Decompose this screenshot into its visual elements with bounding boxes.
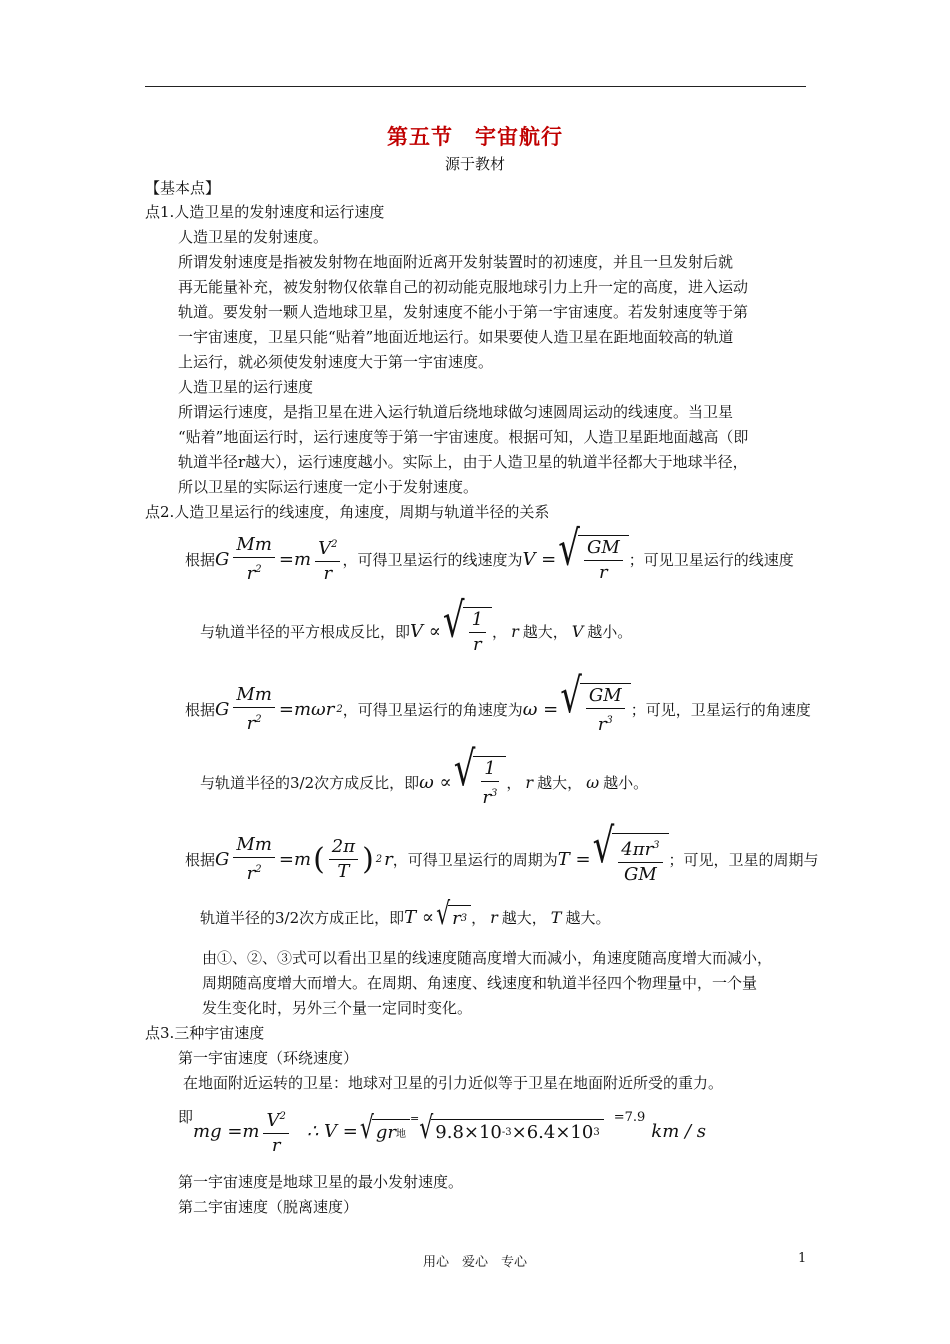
formula-text: 根据: [185, 850, 216, 869]
point1-para1-line: 一宇宙速度，卫星只能“贴着”地面近地运行。如果要使人造卫星在距地面较高的轨道: [178, 328, 734, 346]
point1-sub2: 人造卫星的运行速度: [178, 378, 314, 396]
velocity-equation: V = √ $\frac{GM}{r}$: [522, 535, 628, 583]
formula-period: [185, 818, 819, 886]
formula-text: 根据: [185, 700, 216, 719]
formula-first-cosmic-velocity: [178, 1106, 706, 1156]
point1-para1-line: 再无能量补充，被发射物仅依靠自己的初动能克服地球引力上升一定的高度，进入运动: [178, 278, 749, 296]
formula-text: =7.9: [613, 1110, 646, 1125]
first-cosmic-velocity-desc: 在地面附近运转的卫星：地球对卫星的引力近似等于卫星在地面附近所受的重力。: [183, 1074, 724, 1092]
point1-para2-line: 轨道半径r越大），运行速度越小。实际上，由于人造卫星的轨道半径都大于地球半径，: [178, 453, 748, 471]
formula-text: ，: [492, 622, 508, 641]
formula-text: ；可见，卫星运行的角速度: [630, 700, 811, 719]
point1-heading: 点1.人造卫星的发射速度和运行速度: [145, 203, 385, 221]
gravity-centripetal-equation: G $\frac{Mm}{r^2}$ =m $\frac{V^2}{r}$: [215, 535, 342, 584]
first-cosmic-velocity-title: 第一宇宙速度（环绕速度）: [178, 1049, 359, 1067]
formula-velocity-proportion: 与轨道半径的平方根成反比，即 V ∝ √ $\frac{1}{r}$ ， r 越大， V 越小。: [200, 593, 633, 655]
formula-text: ，: [471, 908, 487, 927]
numeric-substitution: √ 9.8×10 -3 ×6.4×10 3: [419, 1119, 603, 1143]
point2-summary-line: 周期随高度增大而增大。在周期、角速度、线速度和轨道半径四个物理量中，一个量: [202, 974, 758, 992]
velocity-proportion: V ∝ √ $\frac{1}{r}$: [410, 607, 492, 655]
formula-omega-proportion: 与轨道半径的3/2次方成反比，即 ω ∝ √ $\frac{1}{r^3}$ ， r 越大， ω 越小。: [200, 741, 649, 808]
period-proportion: T ∝ √ r 3: [404, 905, 471, 929]
formula-text: ；可见，卫星的周期与: [668, 850, 819, 869]
formula-text: ，可得卫星运行的角速度为: [342, 700, 523, 719]
gravity-angular-equation: G $\frac{Mm}{r^2}$ =mωr 2: [215, 683, 343, 734]
formula-period-proportion: 轨道半径的3/2次方成正比，即 T ∝ √ r 3 ， r 越大， T 越大。: [200, 897, 611, 933]
omega-proportion: ω ∝ √ $\frac{1}{r^3}$: [419, 756, 506, 808]
page-footer: 用心 爱心 专心: [422, 1255, 527, 1270]
formula-text: 越小。: [587, 622, 633, 641]
formula-text: 越大，: [501, 908, 547, 927]
page-title: 第五节 宇宙航行: [387, 124, 563, 149]
period-equation: T = √ $\frac{4\pi r^3}{GM}$: [558, 833, 669, 885]
point1-para1-line: 上运行，就必须使发射速度大于第一宇宙速度。: [178, 353, 494, 371]
point2-heading: 点2.人造卫星运行的线速度，角速度，周期与轨道半径的关系: [145, 503, 550, 521]
point1-sub1: 人造卫星的发射速度。: [178, 228, 329, 246]
v-equation: ∴ V = √ gr 地: [307, 1119, 410, 1143]
formula-text: 根据: [185, 550, 216, 569]
formula-text: 即: [178, 1108, 194, 1126]
mg-equation: mg =m $\frac{V^2}{r}$: [193, 1107, 291, 1156]
formula-text: ，可得卫星运行的线速度为: [342, 550, 523, 569]
formula-linear-velocity: [185, 521, 794, 584]
point1-para1-line: 所谓发射速度是指被发射物在地面附近离开发射装置时的初速度，并且一旦发射后就: [178, 253, 734, 271]
point2-summary-line: 发生变化时，另外三个量一定同时变化。: [202, 999, 473, 1017]
formula-text: ，: [506, 773, 522, 792]
point1-para2-line: “贴着”地面运行时，运行速度等于第一宇宙速度。根据可知，人造卫星距地面越高（即: [178, 428, 749, 446]
page-number: 1: [798, 1251, 807, 1266]
header-rule: [145, 86, 806, 87]
formula-text: 轨道半径的3/2次方成正比，即: [200, 908, 405, 927]
formula-text: 越大。: [565, 908, 611, 927]
formula-text: 越大，: [537, 773, 583, 792]
formula-angular-velocity: [185, 668, 811, 735]
point1-para2-line: 所谓运行速度，是指卫星在进入运行轨道后绕地球做匀速圆周运动的线速度。当卫星: [178, 403, 734, 421]
formula-text: 越大，: [522, 622, 568, 641]
point1-para1-line: 轨道。要发射一颗人造地球卫星，发射速度不能小于第一宇宙速度。若发射速度等于第: [178, 303, 749, 321]
page-subtitle: 源于教材: [444, 155, 505, 173]
formula-text: 与轨道半径的平方根成反比，即: [200, 622, 411, 641]
formula-text: =: [410, 1112, 420, 1125]
formula-text: ；可见卫星运行的线速度: [628, 550, 794, 569]
formula-text: 越小。: [603, 773, 649, 792]
section-header: 【基本点】: [145, 179, 221, 197]
first-cosmic-velocity-note: 第一宇宙速度是地球卫星的最小发射速度。: [178, 1173, 464, 1191]
formula-text: ，可得卫星运行的周期为: [392, 850, 558, 869]
omega-equation: ω = √ $\frac{GM}{r^3}$: [523, 683, 631, 735]
velocity-unit: km / s: [651, 1120, 707, 1142]
point2-summary-line: 由①、②、③式可以看出卫星的线速度随高度增大而减小，角速度随高度增大而减小，: [202, 949, 773, 967]
point1-para2-line: 所以卫星的实际运行速度一定小于发射速度。: [178, 478, 479, 496]
gravity-period-equation: G $\frac{Mm}{r^2}$ =m ( $\frac{2\pi}{T}$ ) 2 r: [215, 833, 393, 884]
formula-text: 与轨道半径的3/2次方成反比，即: [200, 773, 420, 792]
second-cosmic-velocity-title: 第二宇宙速度（脱离速度）: [178, 1198, 359, 1216]
point3-heading: 点3.三种宇宙速度: [145, 1024, 265, 1042]
